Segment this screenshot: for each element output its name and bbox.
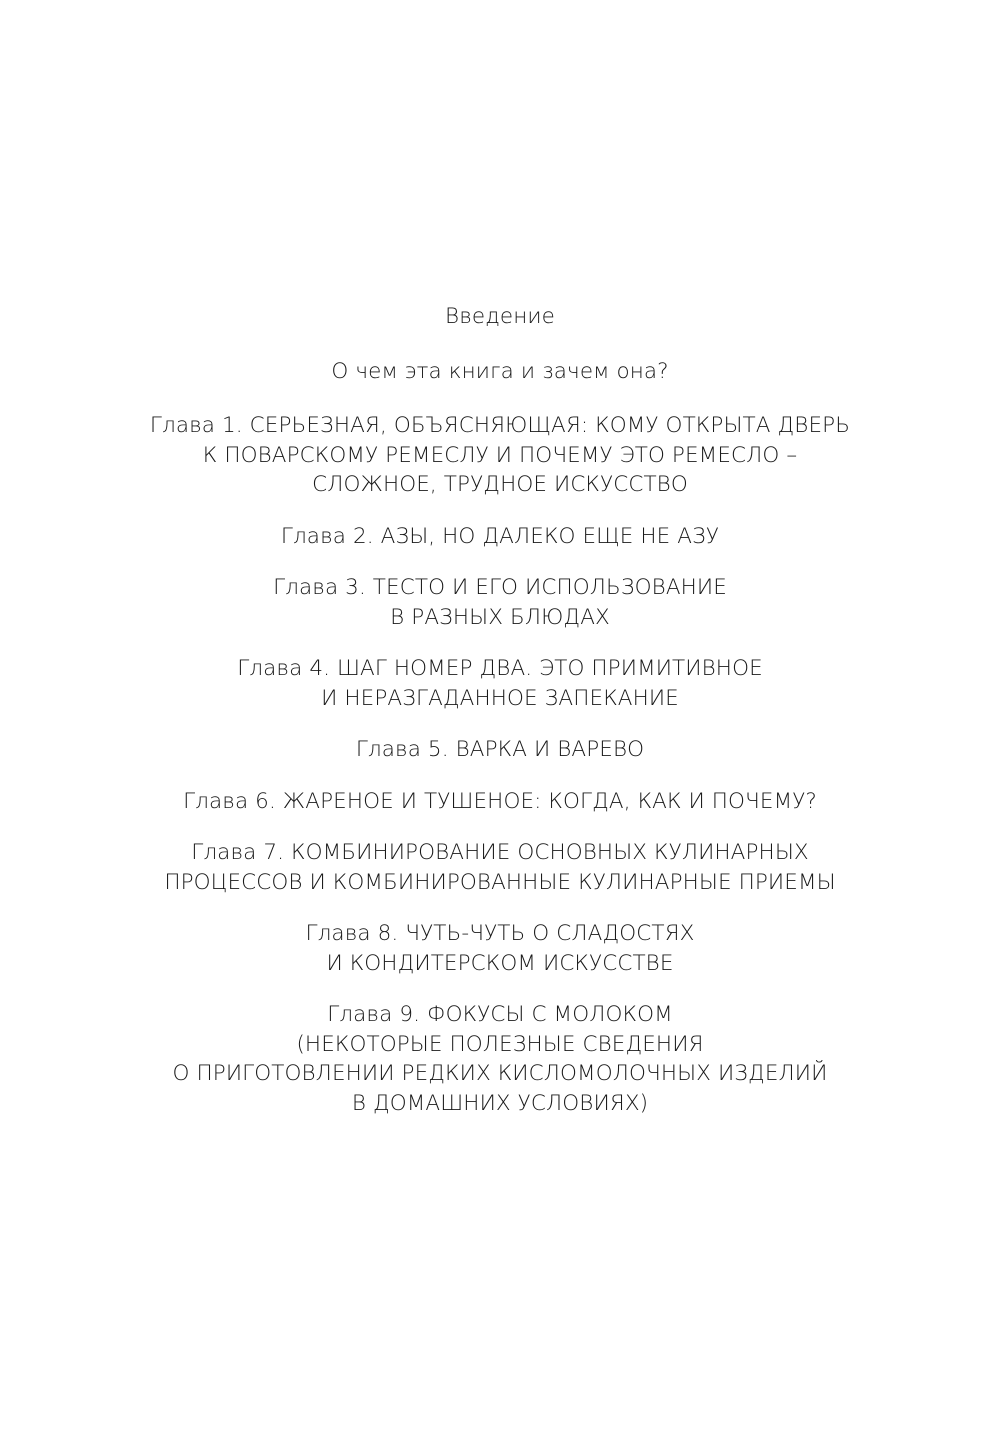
- toc-entry-about[interactable]: [0, 357, 1000, 387]
- toc-entry-line: Глава 7. КОМБИНИРОВАНИЕ ОСНОВНЫХ КУЛИНАРНЫХ: [191, 840, 809, 865]
- toc-entry-line: (НЕКОТОРЫЕ ПОЛЕЗНЫЕ СВЕДЕНИЯ: [296, 1031, 704, 1057]
- toc-entry-chapter-1[interactable]: [0, 411, 1000, 500]
- toc-entry-line: Глава 4. ШАГ НОМЕР ДВА. ЭТО ПРИМИТИВНОЕ: [237, 656, 763, 681]
- toc-entry-line: И КОНДИТЕРСКОМ ИСКУССТВЕ: [326, 950, 674, 976]
- toc-entry-chapter-4[interactable]: [0, 654, 1000, 713]
- toc-entry-chapter-5[interactable]: [0, 735, 1000, 765]
- toc-entry-line: Глава 6. ЖАРЕНОЕ И ТУШЕНОЕ: КОГДА, КАК И ПОЧЕМУ?: [183, 788, 817, 814]
- toc-entry-intro[interactable]: [0, 302, 1000, 332]
- toc-entry-line: В РАЗНЫХ БЛЮДАХ: [390, 604, 610, 630]
- toc-entry-line: Глава 3. ТЕСТО И ЕГО ИСПОЛЬЗОВАНИЕ: [273, 575, 727, 600]
- toc-entry-line: ПРОЦЕССОВ И КОМБИНИРОВАННЫЕ КУЛИНАРНЫЕ ПРИЕМЫ: [164, 869, 836, 895]
- toc-entry-line: Глава 2. АЗЫ, НО ДАЛЕКО ЕЩЕ НЕ АЗУ: [280, 523, 720, 549]
- toc-entry-line: И НЕРАЗГАДАННОЕ ЗАПЕКАНИЕ: [321, 685, 679, 711]
- toc-entry-chapter-6[interactable]: [0, 787, 1000, 817]
- toc-entry-chapter-8[interactable]: [0, 919, 1000, 978]
- toc-entry-line: О чем эта книга и зачем она?: [331, 358, 669, 384]
- toc-entry-chapter-9[interactable]: [0, 1000, 1000, 1118]
- toc-entry-chapter-3[interactable]: [0, 573, 1000, 632]
- toc-entry-line: О ПРИГОТОВЛЕНИИ РЕДКИХ КИСЛОМОЛОЧНЫХ ИЗДЕЛИЙ: [172, 1061, 828, 1086]
- toc-entry-line: Глава 5. ВАРКА И ВАРЕВО: [355, 737, 645, 762]
- toc-entry-line: Глава 8. ЧУТЬ-ЧУТЬ О СЛАДОСТЯХ: [305, 921, 695, 946]
- toc-entry-line: Введение: [445, 304, 555, 329]
- toc-entry-chapter-2[interactable]: [0, 522, 1000, 552]
- toc-entry-line: В ДОМАШНИХ УСЛОВИЯХ): [351, 1090, 649, 1116]
- toc-entry-line: К ПОВАРСКОМУ РЕМЕСЛУ И ПОЧЕМУ ЭТО РЕМЕСЛО –: [202, 442, 798, 468]
- toc-entry-chapter-7[interactable]: [0, 838, 1000, 897]
- toc-entry-line: Глава 1. СЕРЬЕЗНАЯ, ОБЪЯСНЯЮЩАЯ: КОМУ ОТКРЫТА ДВЕРЬ: [149, 413, 851, 438]
- table-of-contents: [0, 302, 1000, 1140]
- toc-entry-line: Глава 9. ФОКУСЫ С МОЛОКОМ: [327, 1002, 673, 1027]
- toc-entry-line: СЛОЖНОЕ, ТРУДНОЕ ИСКУССТВО: [312, 472, 688, 497]
